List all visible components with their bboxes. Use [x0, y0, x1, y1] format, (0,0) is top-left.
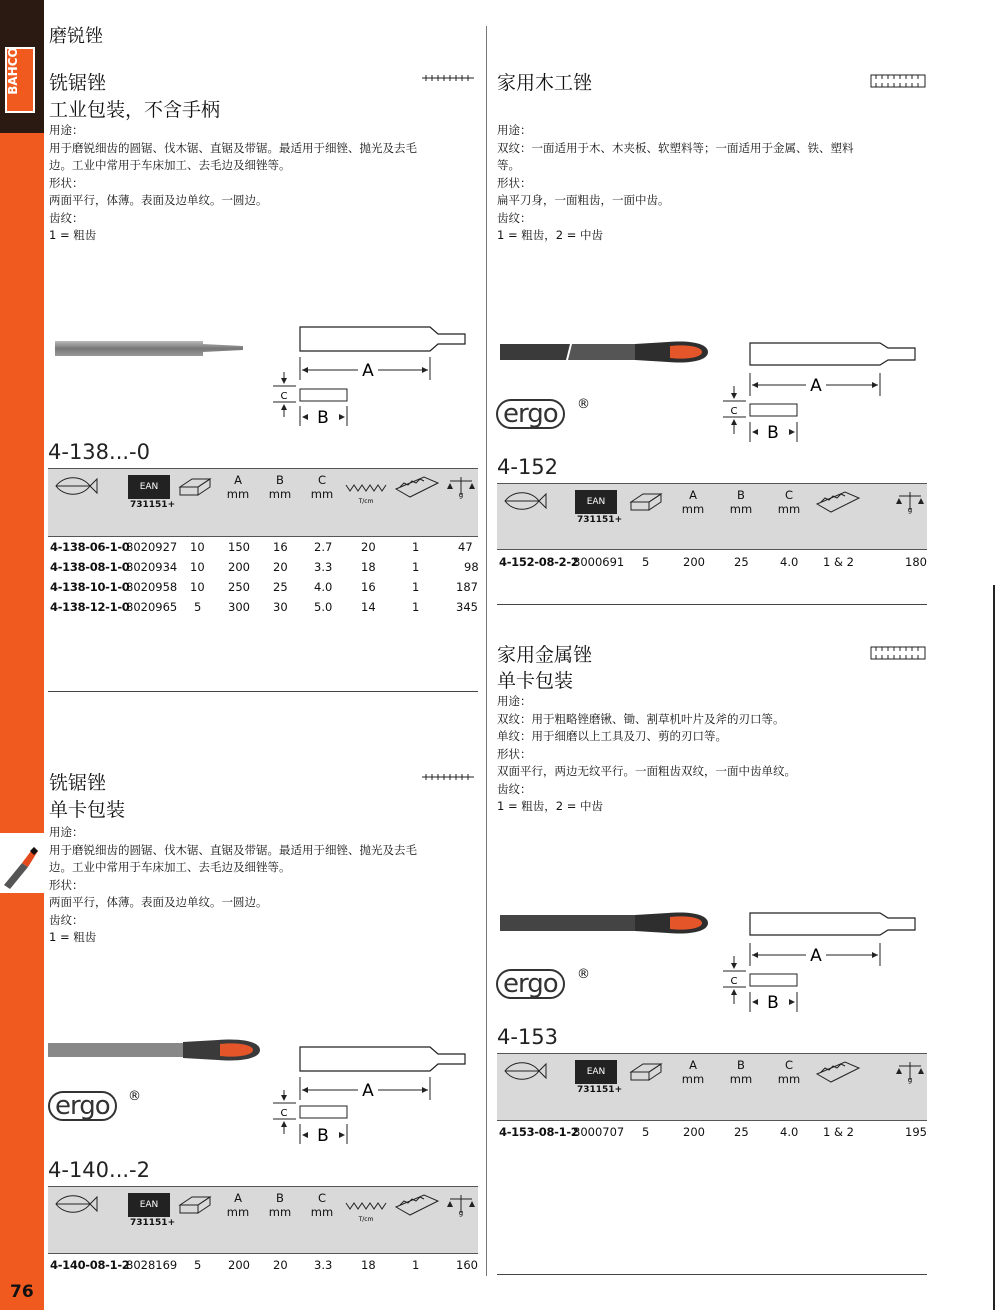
desc-line: 1 = 粗齿，2 = 中齿 [497, 799, 604, 813]
product-code: 4-152 [497, 455, 559, 479]
desc-line: 形状： [497, 746, 532, 761]
desc-line: 边。工业中常用于车床加工、去毛边及细锉等。 [49, 860, 291, 874]
table-header-rule [48, 536, 478, 537]
col-b: B mm [729, 488, 753, 516]
table-row: 4-152-08-2-2 8000691 5 200 25 4.0 1 & 2 180 [499, 555, 927, 569]
table-header-rule [497, 1120, 927, 1121]
col-c: C mm [777, 488, 801, 516]
desc-line: 双纹：一面适用于木、木夹板、软塑料等；一面适用于金属、铁、塑料 [497, 140, 854, 155]
product-title: 家用金属锉 [497, 644, 593, 666]
desc-line: 用途： [497, 123, 532, 137]
ergo-logo: ergo [496, 969, 565, 999]
svg-text:C: C [730, 976, 738, 987]
double-cut-icon [870, 73, 926, 89]
svg-text:B: B [767, 993, 779, 1013]
dim-a-label: A [362, 361, 374, 381]
cut-type-icon [394, 1191, 440, 1219]
right-edge-line [993, 585, 995, 1310]
page-number: 76 [10, 1282, 34, 1302]
table-header [48, 469, 478, 536]
category-title: 磨锐锉 [49, 26, 103, 47]
col-a: A mm [226, 1191, 250, 1219]
table-header [48, 1187, 478, 1253]
ean-prefix: 731151+ [577, 515, 623, 525]
cut-type-icon [815, 488, 861, 516]
package-icon [629, 1060, 663, 1082]
product-description [49, 824, 479, 947]
table-row: 4-138-10-1-0 8020958 10 250 25 4.0 16 1 187 [50, 580, 478, 594]
col-c: C mm [310, 473, 334, 501]
svg-text:g: g [458, 491, 464, 499]
dimension-diagram [270, 1042, 470, 1152]
desc-line: 用途： [497, 694, 532, 708]
table-header [497, 484, 927, 549]
product-description [49, 122, 479, 245]
product-title: 铣锯锉 [49, 72, 107, 94]
desc-line: 等。 [497, 158, 520, 172]
table-row: 4-138-06-1-0 8020927 10 150 16 2.7 20 1 47 [50, 540, 473, 554]
product-title: 家用木工锉 [497, 72, 593, 94]
svg-text:B: B [317, 1126, 329, 1146]
svg-text:g: g [907, 506, 913, 514]
weight-icon [446, 1193, 476, 1217]
ean-prefix: 731151+ [130, 1218, 176, 1228]
table-row: 4-140-08-1-2 8028169 5 200 20 3.3 18 1 160 [50, 1258, 478, 1272]
desc-line: 两面平行，体薄。表面及边单纹。一圆边。 [49, 193, 268, 207]
col-a: A mm [226, 473, 250, 501]
file-with-handle-image [48, 1038, 264, 1064]
logo-text: BAHCO [6, 47, 20, 95]
col-a: A mm [681, 488, 705, 516]
product-subtitle: 工业包装，不含手柄 [49, 99, 221, 121]
svg-text:T/cm: T/cm [358, 498, 374, 505]
table-header-rule [48, 1253, 478, 1254]
col-c: C mm [777, 1058, 801, 1086]
ean-barcode-icon: EAN [128, 1193, 170, 1217]
dimension-diagram [720, 338, 920, 448]
desc-line: 用于磨锐细齿的圆锯、伐木锯、直锯及带锯。最适用于细锉、抛光及去毛 [49, 842, 417, 857]
table-row: 4-138-08-1-0 8020934 10 200 20 3.3 18 1 98 [50, 560, 479, 574]
svg-text:g: g [907, 1076, 913, 1084]
registered-mark: ® [577, 397, 590, 412]
desc-line: 齿纹： [497, 781, 532, 796]
table-header-rule [497, 549, 927, 550]
dim-c-label: C [280, 391, 288, 402]
fish-icon [52, 475, 98, 497]
col-c: C mm [310, 1191, 334, 1219]
dim-b-label: B [317, 408, 329, 428]
ergo-logo: ergo [48, 1091, 117, 1121]
table-header [497, 1054, 927, 1120]
svg-text:T/cm: T/cm [358, 1216, 374, 1223]
desc-line: 扁平刀身，一面粗齿，一面中齿。 [497, 193, 670, 207]
dimension-diagram [720, 908, 920, 1018]
product-subtitle: 单卡包装 [497, 670, 574, 692]
product-code: 4-153 [497, 1025, 559, 1049]
desc-line: 齿纹： [49, 912, 84, 927]
section-divider [497, 604, 927, 605]
teeth-per-cm-icon [344, 1193, 388, 1223]
product-subtitle: 单卡包装 [49, 799, 126, 821]
product-code: 4-138...-0 [48, 440, 150, 464]
teeth-per-cm-icon [344, 475, 388, 505]
double-cut-icon [870, 645, 926, 661]
col-b: B mm [729, 1058, 753, 1086]
desc-line: 形状： [49, 877, 84, 892]
table-row: 4-153-08-1-2 8000707 5 200 25 4.0 1 & 2 195 [499, 1125, 927, 1139]
desc-line: 1 = 粗齿，2 = 中齿 [497, 228, 604, 242]
svg-text:C: C [280, 1108, 288, 1119]
section-divider [497, 1274, 927, 1275]
registered-mark: ® [128, 1089, 141, 1104]
desc-line: 1 = 粗齿 [49, 930, 97, 944]
file-with-handle-image [500, 340, 710, 366]
sidebar-strip [0, 0, 44, 1310]
desc-line: 齿纹： [49, 210, 84, 225]
product-code: 4-140...-2 [48, 1158, 150, 1182]
single-cut-icon [422, 73, 474, 83]
svg-text:A: A [810, 376, 822, 396]
svg-text:B: B [767, 423, 779, 443]
svg-text:C: C [730, 406, 738, 417]
product-description [497, 122, 927, 245]
fish-icon [52, 1193, 98, 1215]
desc-line: 用于磨锐细齿的圆锯、伐木锯、直锯及带锯。最适用于细锉、抛光及去毛 [49, 140, 417, 155]
ean-prefix: 731151+ [130, 500, 176, 510]
desc-line: 边。工业中常用于车床加工、去毛边及细锉等。 [49, 158, 291, 172]
ean-barcode-icon: EAN [128, 475, 170, 499]
desc-line: 双面平行，两边无纹平行。一面粗齿双纹，一面中齿单纹。 [497, 764, 796, 778]
brand-logo [0, 0, 44, 133]
desc-line: 单纹：用于细磨以上工具及刀、剪的刃口等。 [497, 729, 727, 743]
weight-icon [895, 490, 925, 514]
weight-icon [446, 475, 476, 499]
registered-mark: ® [577, 967, 590, 982]
ean-barcode-icon: EAN [575, 1060, 617, 1084]
svg-text:g: g [458, 1209, 464, 1217]
cut-type-icon [815, 1058, 861, 1086]
table-row: 4-138-12-1-0 8020965 5 300 30 5.0 14 1 345 [50, 600, 478, 614]
product-title: 铣锯锉 [49, 772, 107, 794]
desc-line: 形状： [49, 175, 84, 190]
col-a: A mm [681, 1058, 705, 1086]
ean-barcode-icon: EAN [575, 490, 617, 514]
desc-line: 形状： [497, 175, 532, 190]
section-divider [48, 691, 478, 692]
product-description [497, 693, 927, 816]
dimension-diagram [270, 322, 470, 432]
column-divider [486, 26, 487, 1276]
file-thumbnail-icon [0, 833, 44, 893]
package-icon [629, 490, 663, 512]
desc-line: 1 = 粗齿 [49, 228, 97, 242]
svg-text:A: A [810, 946, 822, 966]
desc-line: 用途： [49, 123, 84, 137]
package-icon [178, 475, 212, 497]
package-icon [178, 1193, 212, 1215]
fish-icon [501, 1060, 547, 1082]
fish-icon [501, 490, 547, 512]
svg-text:A: A [362, 1081, 374, 1101]
single-cut-icon [422, 772, 474, 782]
desc-line: 双纹：用于粗略锉磨锹、锄、割草机叶片及斧的刃口等。 [497, 711, 785, 726]
weight-icon [895, 1060, 925, 1084]
cut-type-icon [394, 473, 440, 501]
file-image [53, 338, 245, 360]
col-b: B mm [268, 1191, 292, 1219]
desc-line: 两面平行，体薄。表面及边单纹。一圆边。 [49, 895, 268, 909]
col-b: B mm [268, 473, 292, 501]
desc-line: 齿纹： [497, 210, 532, 225]
file-with-handle-image [500, 911, 710, 937]
desc-line: 用途： [49, 825, 84, 839]
ean-prefix: 731151+ [577, 1085, 623, 1095]
ergo-logo: ergo [496, 399, 565, 429]
